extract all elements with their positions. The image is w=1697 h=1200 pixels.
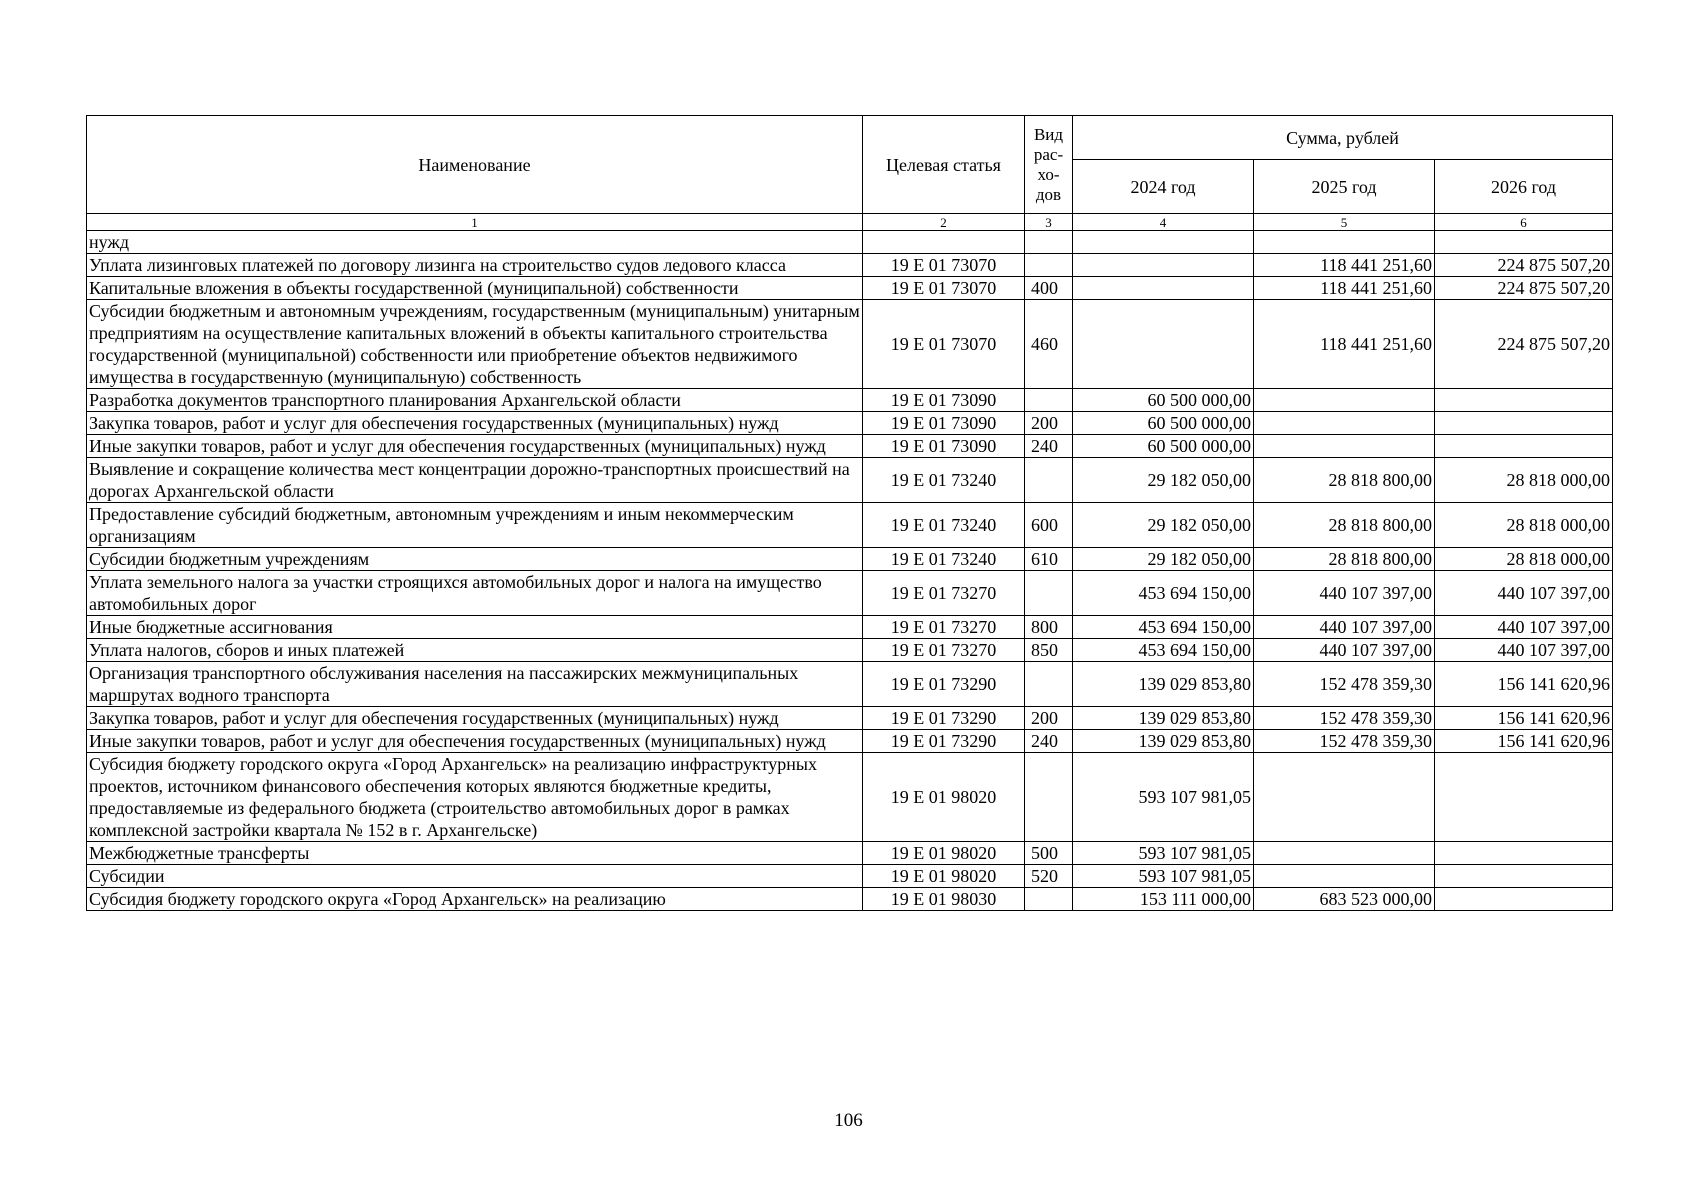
row-amount-2026 [1435, 435, 1613, 458]
row-name: Субсидии [87, 865, 863, 888]
table-row [87, 662, 1613, 707]
page-number: 106 [834, 1110, 863, 1131]
row-amount-2025 [1254, 435, 1435, 458]
row-name: Субсидии бюджетным учреждениям [87, 548, 863, 571]
row-kind: 800 [1025, 616, 1073, 639]
row-amount-2024: 60 500 000,00 [1073, 435, 1254, 458]
row-name: Субсидия бюджету городского округа «Город Архангельск» на реализацию [87, 888, 863, 911]
row-amount-2024: 60 500 000,00 [1073, 389, 1254, 412]
table-row [87, 458, 1613, 503]
row-name: Закупка товаров, работ и услуг для обеспечения государственных (муниципальных) нужд [87, 707, 863, 730]
row-name: Уплата лизинговых платежей по договору лизинга на строительство судов ледового класса [87, 254, 863, 277]
row-amount-2026: 156 141 620,96 [1435, 707, 1613, 730]
table-row [87, 435, 1613, 458]
row-amount-2026: 28 818 000,00 [1435, 548, 1613, 571]
row-amount-2024: 29 182 050,00 [1073, 458, 1254, 503]
row-kind: 200 [1025, 707, 1073, 730]
row-kind: 600 [1025, 503, 1073, 548]
row-name: Уплата налогов, сборов и иных платежей [87, 639, 863, 662]
row-amount-2024: 139 029 853,80 [1073, 707, 1254, 730]
table-row [87, 639, 1613, 662]
row-kind: 460 [1025, 300, 1073, 389]
row-target: 19 Е 01 73070 [863, 300, 1025, 389]
row-target: 19 Е 01 73090 [863, 435, 1025, 458]
row-target: 19 Е 01 73070 [863, 277, 1025, 300]
row-kind: 520 [1025, 865, 1073, 888]
column-index: 1 [87, 214, 863, 231]
column-index: 2 [863, 214, 1025, 231]
table-row [87, 277, 1613, 300]
row-target: 19 Е 01 73240 [863, 503, 1025, 548]
row-amount-2025: 118 441 251,60 [1254, 300, 1435, 389]
row-target: 19 Е 01 73070 [863, 254, 1025, 277]
row-kind: 400 [1025, 277, 1073, 300]
row-amount-2026 [1435, 888, 1613, 911]
row-amount-2026 [1435, 231, 1613, 254]
row-kind [1025, 571, 1073, 616]
row-amount-2025: 152 478 359,30 [1254, 707, 1435, 730]
header-target: Целевая статья [863, 116, 1025, 214]
row-amount-2026 [1435, 412, 1613, 435]
row-kind: 200 [1025, 412, 1073, 435]
header-year-2024: 2024 год [1073, 160, 1254, 214]
row-amount-2025: 118 441 251,60 [1254, 254, 1435, 277]
row-target: 19 Е 01 73290 [863, 730, 1025, 753]
row-kind: 500 [1025, 842, 1073, 865]
header-kind: Вид рас- хо- дов [1025, 116, 1073, 214]
row-amount-2026 [1435, 865, 1613, 888]
row-amount-2026 [1435, 842, 1613, 865]
row-amount-2024: 453 694 150,00 [1073, 571, 1254, 616]
table-row [87, 842, 1613, 865]
row-amount-2025 [1254, 842, 1435, 865]
table-row [87, 548, 1613, 571]
row-kind [1025, 662, 1073, 707]
row-amount-2024: 29 182 050,00 [1073, 503, 1254, 548]
row-amount-2024: 139 029 853,80 [1073, 730, 1254, 753]
row-target: 19 Е 01 73270 [863, 639, 1025, 662]
row-name: Разработка документов транспортного планирования Архангельской области [87, 389, 863, 412]
row-name: Организация транспортного обслуживания населения на пассажирских межмуниципальных маршрутах водного транспорта [87, 662, 863, 707]
row-amount-2026: 28 818 000,00 [1435, 458, 1613, 503]
header-sum: Сумма, рублей [1073, 116, 1613, 160]
column-index: 5 [1254, 214, 1435, 231]
table-body [87, 231, 1613, 911]
row-kind: 240 [1025, 730, 1073, 753]
row-name: Иные закупки товаров, работ и услуг для обеспечения государственных (муниципальных) нужд [87, 730, 863, 753]
table-row [87, 300, 1613, 389]
row-target: 19 Е 01 73090 [863, 412, 1025, 435]
table-header [87, 116, 1613, 231]
row-amount-2024 [1073, 254, 1254, 277]
table-row [87, 571, 1613, 616]
row-amount-2025: 28 818 800,00 [1254, 548, 1435, 571]
row-name: Субсидии бюджетным и автономным учреждениям, государственным (муниципальным) унитарным предприятиям на осуществление капитальных вложений в объекты капитального строительства государственной (муниципальной) собственности или приобретение объектов недвижимого имущества в государственную (муниципальную) собственность [87, 300, 863, 389]
row-amount-2025 [1254, 231, 1435, 254]
row-amount-2026: 28 818 000,00 [1435, 503, 1613, 548]
row-amount-2025: 440 107 397,00 [1254, 571, 1435, 616]
row-target: 19 Е 01 98020 [863, 865, 1025, 888]
header-year-2026: 2026 год [1435, 160, 1613, 214]
row-amount-2025: 28 818 800,00 [1254, 458, 1435, 503]
row-amount-2025: 152 478 359,30 [1254, 730, 1435, 753]
row-amount-2024: 453 694 150,00 [1073, 639, 1254, 662]
table-row [87, 616, 1613, 639]
row-target: 19 Е 01 73090 [863, 389, 1025, 412]
table-row [87, 389, 1613, 412]
row-amount-2026 [1435, 389, 1613, 412]
row-amount-2024: 593 107 981,05 [1073, 842, 1254, 865]
row-name: Уплата земельного налога за участки строящихся автомобильных дорог и налога на имущество автомобильных дорог [87, 571, 863, 616]
row-amount-2024: 153 111 000,00 [1073, 888, 1254, 911]
row-kind [1025, 458, 1073, 503]
row-kind [1025, 231, 1073, 254]
row-target: 19 Е 01 73290 [863, 662, 1025, 707]
table-row [87, 730, 1613, 753]
column-index-row [87, 214, 1613, 231]
row-name: Межбюджетные трансферты [87, 842, 863, 865]
row-amount-2026: 440 107 397,00 [1435, 571, 1613, 616]
row-target: 19 Е 01 98020 [863, 842, 1025, 865]
row-amount-2025: 683 523 000,00 [1254, 888, 1435, 911]
row-amount-2026: 224 875 507,20 [1435, 300, 1613, 389]
header-name: Наименование [87, 116, 863, 214]
row-name: Субсидия бюджету городского округа «Город Архангельск» на реализацию инфраструктурных проектов, источником финансового обеспечения которых являются бюджетные кредиты, предоставляемые из федерального бюджета (строительство автомобильных дорог в рамках комплексной застройки квартала № 152 в г. Архангельске) [87, 753, 863, 842]
table-row [87, 707, 1613, 730]
row-amount-2024: 593 107 981,05 [1073, 865, 1254, 888]
row-amount-2025 [1254, 753, 1435, 842]
row-amount-2025: 152 478 359,30 [1254, 662, 1435, 707]
row-amount-2025 [1254, 389, 1435, 412]
header-year-2025: 2025 год [1254, 160, 1435, 214]
row-target [863, 231, 1025, 254]
column-index: 4 [1073, 214, 1254, 231]
row-amount-2025: 440 107 397,00 [1254, 616, 1435, 639]
row-amount-2026: 156 141 620,96 [1435, 730, 1613, 753]
row-name: Предоставление субсидий бюджетным, автономным учреждениям и иным некоммерческим организациям [87, 503, 863, 548]
table-row [87, 888, 1613, 911]
row-target: 19 Е 01 73270 [863, 571, 1025, 616]
row-amount-2026: 156 141 620,96 [1435, 662, 1613, 707]
row-name: нужд [87, 231, 863, 254]
table-row [87, 231, 1613, 254]
row-kind [1025, 753, 1073, 842]
row-name: Иные закупки товаров, работ и услуг для обеспечения государственных (муниципальных) нужд [87, 435, 863, 458]
table-row [87, 503, 1613, 548]
row-amount-2024: 29 182 050,00 [1073, 548, 1254, 571]
row-kind [1025, 254, 1073, 277]
table-row [87, 753, 1613, 842]
table-row [87, 254, 1613, 277]
column-index: 3 [1025, 214, 1073, 231]
row-kind: 240 [1025, 435, 1073, 458]
row-kind: 610 [1025, 548, 1073, 571]
row-amount-2024: 453 694 150,00 [1073, 616, 1254, 639]
row-amount-2026: 224 875 507,20 [1435, 254, 1613, 277]
row-amount-2026: 440 107 397,00 [1435, 616, 1613, 639]
table-row [87, 865, 1613, 888]
row-amount-2024: 593 107 981,05 [1073, 753, 1254, 842]
row-target: 19 Е 01 98030 [863, 888, 1025, 911]
row-amount-2026: 440 107 397,00 [1435, 639, 1613, 662]
row-amount-2026: 224 875 507,20 [1435, 277, 1613, 300]
row-amount-2024: 60 500 000,00 [1073, 412, 1254, 435]
row-name: Иные бюджетные ассигнования [87, 616, 863, 639]
row-name: Выявление и сокращение количества мест концентрации дорожно-транспортных происшествий на дорогах Архангельской области [87, 458, 863, 503]
row-amount-2025: 118 441 251,60 [1254, 277, 1435, 300]
row-amount-2025 [1254, 865, 1435, 888]
row-name: Закупка товаров, работ и услуг для обеспечения государственных (муниципальных) нужд [87, 412, 863, 435]
row-kind [1025, 888, 1073, 911]
row-target: 19 Е 01 73270 [863, 616, 1025, 639]
row-kind: 850 [1025, 639, 1073, 662]
row-target: 19 Е 01 98020 [863, 753, 1025, 842]
row-amount-2025: 28 818 800,00 [1254, 503, 1435, 548]
row-amount-2024: 139 029 853,80 [1073, 662, 1254, 707]
table-row [87, 412, 1613, 435]
column-index: 6 [1435, 214, 1613, 231]
row-kind [1025, 389, 1073, 412]
row-target: 19 Е 01 73240 [863, 548, 1025, 571]
row-target: 19 Е 01 73240 [863, 458, 1025, 503]
row-amount-2026 [1435, 753, 1613, 842]
row-amount-2024 [1073, 300, 1254, 389]
row-name: Капитальные вложения в объекты государственной (муниципальной) собственности [87, 277, 863, 300]
row-target: 19 Е 01 73290 [863, 707, 1025, 730]
row-amount-2024 [1073, 277, 1254, 300]
row-amount-2024 [1073, 231, 1254, 254]
budget-table [86, 115, 1613, 911]
row-amount-2025 [1254, 412, 1435, 435]
row-amount-2025: 440 107 397,00 [1254, 639, 1435, 662]
